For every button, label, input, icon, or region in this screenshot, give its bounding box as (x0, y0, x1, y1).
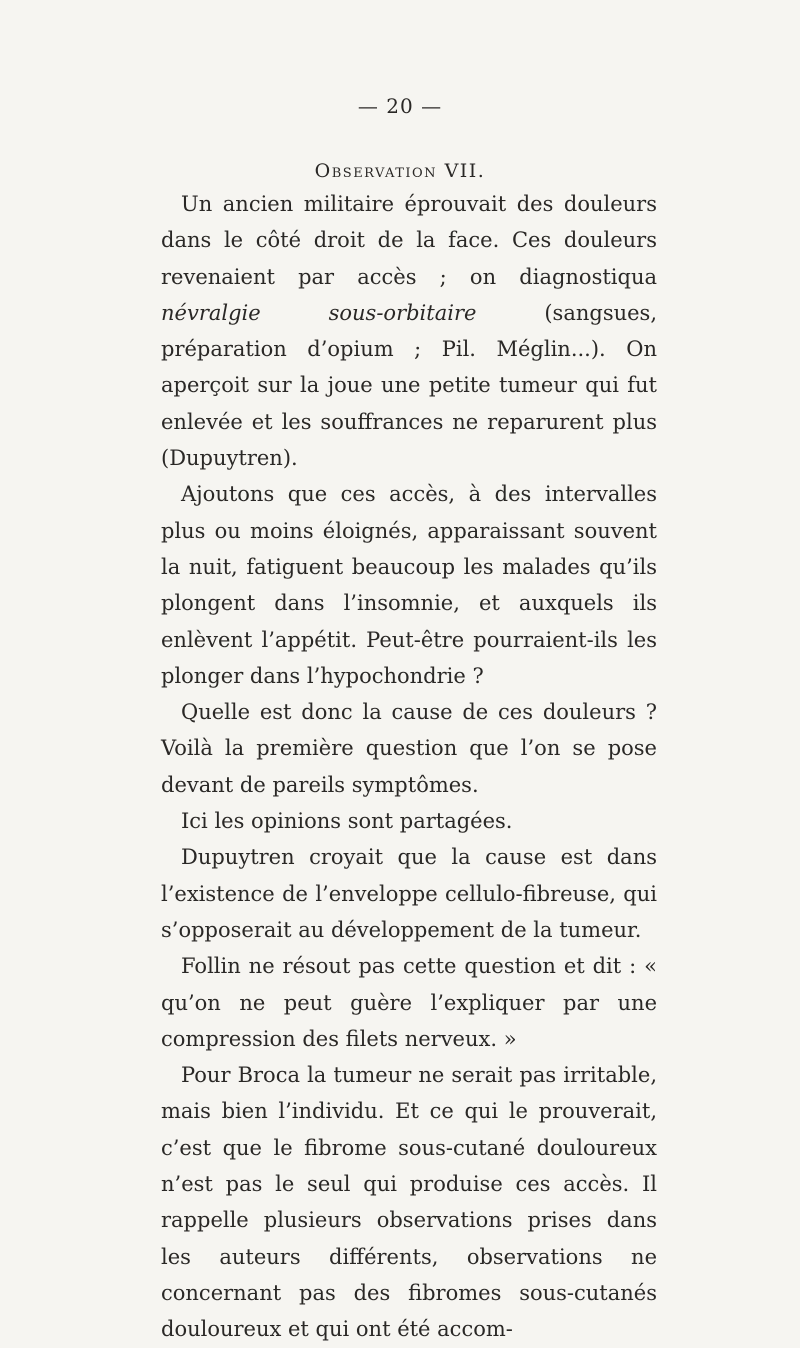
paragraph-1-after: (sangsues, préparation d’opium ; Pil. Méglin...). On aperçoit sur la joue une petite tumeur qui fut enlevée et les souffrances ne reparurent plus (Dupuytren). (161, 300, 657, 471)
paragraph-1 (161, 186, 657, 476)
page-number: — 20 — (357, 94, 443, 118)
paragraph-7: Pour Broca la tumeur ne serait pas irritable, mais bien l’individu. Et ce qui le prouverait, c’est que le fibrome sous-cutané douloureux n’est pas le seul qui produise ces accès. Il rappelle plusieurs observations prises dans les auteurs différents, observations ne concernant pas des fibromes sous-cutanés douloureux et qui ont été accom- (161, 1063, 657, 1342)
paragraph-3: Quelle est donc la cause de ces douleurs ? Voilà la première question que l’on se pose devant de pareils symptômes. (161, 700, 657, 797)
paragraph-1-before: Un ancien militaire éprouvait des douleurs dans le côté droit de la face. Ces douleurs revenaient par accès ; on diagnostiqua (161, 192, 657, 289)
diagnosis-italic: névralgie sous-orbitaire (161, 300, 477, 325)
paragraph-2: Ajoutons que ces accès, à des intervalles plus ou moins éloignés, apparaissant souvent la nuit, fatiguent beaucoup les malades qu’ils plongent dans l’insomnie, et auxquels ils enlèvent l’appétit. Peut-être pourraient-ils les plonger dans l’hypochondrie ? (161, 482, 657, 688)
paragraph-4: Ici les opinions sont partagées. (181, 809, 513, 834)
paragraph-6: Follin ne résout pas cette question et dit : « qu’on ne peut guère l’expliquer par une compression des filets nerveux. » (161, 954, 657, 1051)
paragraph-5: Dupuytren croyait que la cause est dans l’existence de l’enveloppe cellulo-fibreuse, qui s’opposerait au développement de la tumeur. (161, 845, 657, 942)
body-text (161, 186, 657, 1348)
section-heading: Observation VII. (314, 160, 486, 182)
